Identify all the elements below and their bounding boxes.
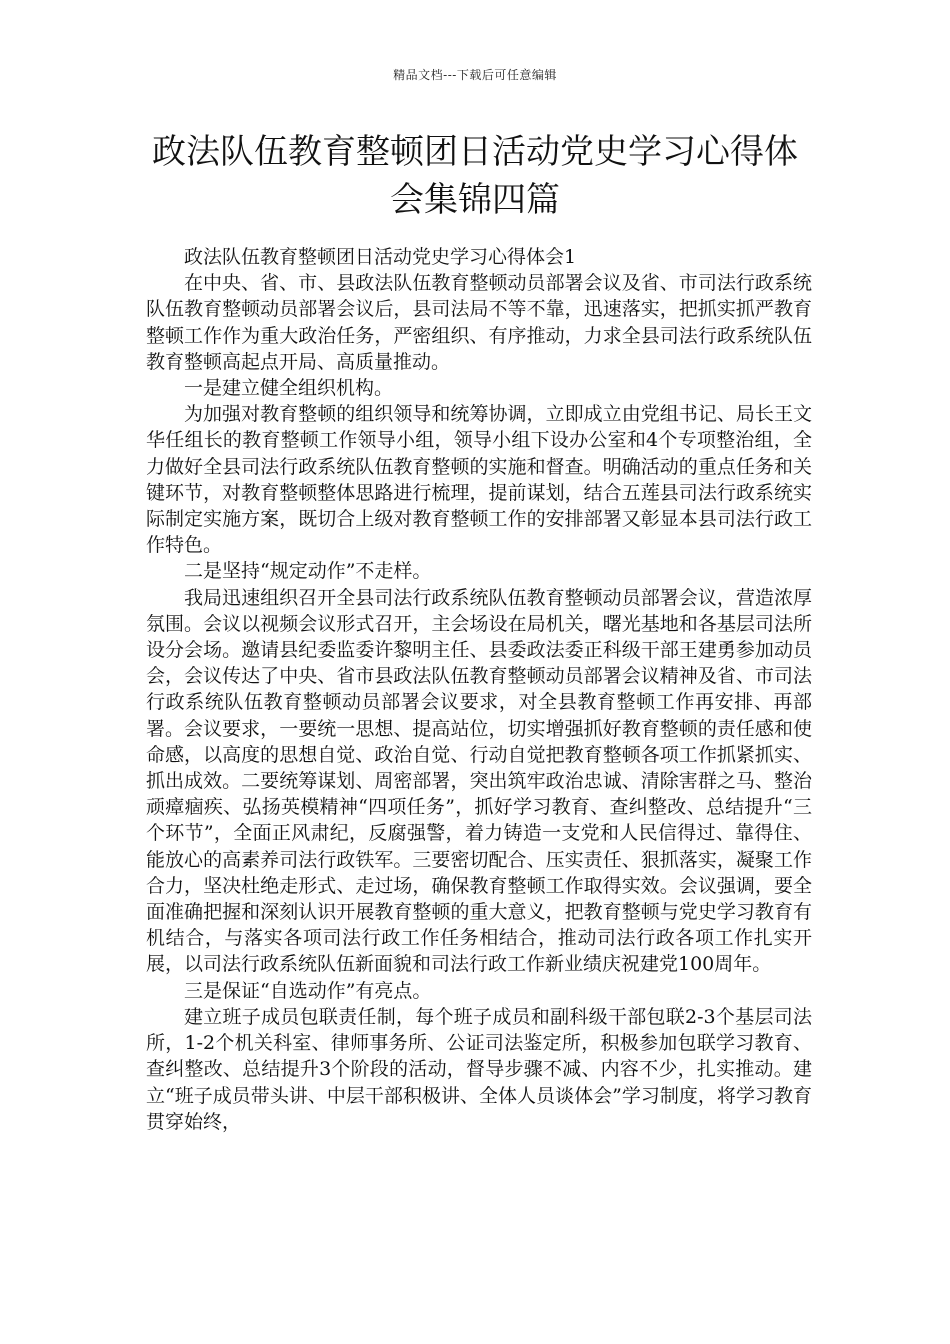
section-heading: 二是坚持“规定动作”不走样。 xyxy=(184,560,432,583)
subheading-paragraph: 政法队伍教育整顿团日活动党史学习心得体会1 xyxy=(184,246,577,268)
body-paragraph: 我局迅速组织召开全县司法行政系统队伍教育整顿动员部署会议，营造浓厚氛围。会议以视频会议形式召开，主会场设在局机关，曙光基地和各基层司法所设分会场。邀请县纪委监委许黎明主任、县委政法委正科级干部王建勇参加动员会，会议传达了中央、省市县政法队伍教育整顿动员部署会议精神及省、市司法行政系统队伍教育整顿动员部署会议要求，对全县教育整顿工作再安排、再部署。会议要求，一要统一思想、提高站位，切实增强抓好教育整顿的责任感和使命感，以高度的思想自觉、政治自觉、行动自觉把教育整顿各项工作抓紧抓实、抓出成效。二要统筹谋划、周密部署，突出筑牢政治忠诚、清除害群之马、整治顽瘴痼疾、弘扬英模精神“四项任务”，抓好学习教育、查纠整改、总结提升“三个环节”，全面正风肃纪，反腐强警，着力铸造一支党和人民信得过、靠得住、能放心的高素养司法行政铁军。三要密切配合、压实责任、狠抓落实，凝聚工作合力，坚决杜绝走形式、走过场，确保教育整顿工作取得实效。会议强调，要全面准确把握和深刻认识开展教育整顿的重大意义，把教育整顿与党史学习教育有机结合，与落实各项司法行政工作任务相结合，推动司法行政各项工作扎实开展，以司法行政系统队伍新面貌和司法行政工作新业绩庆祝建党100周年。 xyxy=(146,586,812,976)
body-paragraph: 建立班子成员包联责任制，每个班子成员和副科级干部包联2-3个基层司法所，1-2个机关科室、律师事务所、公证司法鉴定所，积极参加包联学习教育、查纠整改、总结提升3个阶段的活动，督导步骤不减、内容不少，扎实推动。建立“班子成员带头讲、中层干部积极讲、全体人员谈体会”学习制度，将学习教育贯穿始终， xyxy=(146,1005,812,1133)
document-title: 政法队伍教育整顿团日活动党史学习心得体会集锦四篇 xyxy=(152,132,798,220)
body-paragraph: 在中央、省、市、县政法队伍教育整顿动员部署会议及省、市司法行政系统队伍教育整顿动员部署会议后，县司法局不等不靠，迅速落实，把抓实抓严教育整顿工作作为重大政治任务，严密组织、有序推动，力求全县司法行政系统队伍教育整顿高起点开局、高质量推动。 xyxy=(146,272,812,373)
header-note: 精品文档---下载后可任意编辑 xyxy=(393,68,557,82)
section-heading: 一是建立健全组织机构。 xyxy=(184,377,394,400)
section-heading: 三是保证“自选动作”有亮点。 xyxy=(184,979,432,1002)
body-paragraph: 为加强对教育整顿的组织领导和统筹协调，立即成立由党组书记、局长王文华任组长的教育整顿工作领导小组，领导小组下设办公室和4个专项整治组，全力做好全县司法行政系统队伍教育整顿的实施和督查。明确活动的重点任务和关键环节，对教育整顿整体思路进行梳理，提前谋划，结合五莲县司法行政系统实际制定实施方案，既切合上级对教育整顿工作的安排部署又彰显本县司法行政工作特色。 xyxy=(146,403,812,557)
document-body xyxy=(146,244,812,1135)
